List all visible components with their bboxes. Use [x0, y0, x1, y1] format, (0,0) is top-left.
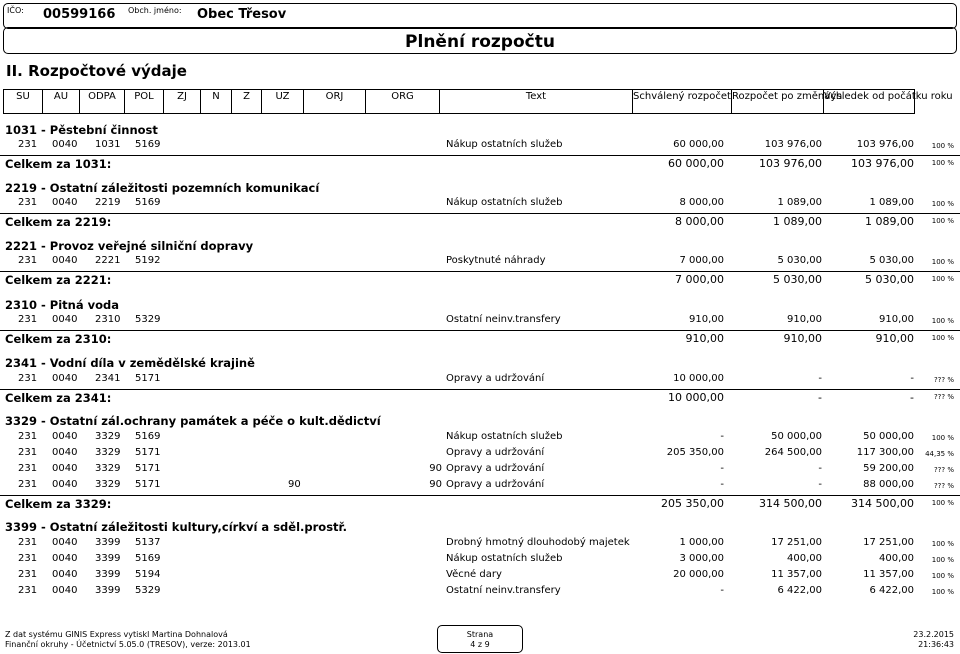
- cell-pol: 5329: [135, 585, 161, 596]
- cell-odpa: 2341: [95, 373, 121, 384]
- table-row: [0, 447, 960, 462]
- group-title: 1031 - Pěstební činnost: [5, 123, 158, 137]
- cell-schvaleny: -: [720, 479, 724, 490]
- footer-time: 21:36:43: [918, 640, 954, 649]
- total-row: [0, 389, 960, 407]
- total-label: Celkem za 2341:: [5, 391, 112, 405]
- cell-text: Poskytnuté náhrady: [446, 255, 546, 266]
- cell-odpa: 2221: [95, 255, 121, 266]
- cell-au: 0040: [52, 314, 78, 325]
- group-title: 2219 - Ostatní záležitosti pozemních komunikací: [5, 181, 320, 195]
- col-text: Text: [440, 90, 633, 113]
- cell-text: Ostatní neinv.transfery: [446, 314, 561, 325]
- total-schvaleny: 10 000,00: [668, 391, 724, 404]
- total-schvaleny: 60 000,00: [668, 157, 724, 170]
- table-row: [0, 314, 960, 329]
- cell-pol: 5171: [135, 373, 161, 384]
- col-su: SU: [4, 90, 43, 113]
- cell-pol: 5329: [135, 314, 161, 325]
- cell-pol: 5169: [135, 431, 161, 442]
- cell-au: 0040: [52, 373, 78, 384]
- cell-odpa: 3329: [95, 431, 121, 442]
- cell-pct: 100 %: [931, 258, 954, 266]
- table-row: [0, 197, 960, 212]
- cell-po-zmenach: 5 030,00: [777, 255, 822, 266]
- cell-po-zmenach: -: [818, 463, 822, 474]
- cell-pol: 5171: [135, 479, 161, 490]
- total-vysledek: 314 500,00: [851, 497, 914, 510]
- cell-pct: 100 %: [931, 572, 954, 580]
- total-schvaleny: 910,00: [685, 332, 724, 345]
- total-pct: ??? %: [933, 393, 954, 401]
- table-row: [0, 553, 960, 568]
- cell-odpa: 2219: [95, 197, 121, 208]
- cell-au: 0040: [52, 569, 78, 580]
- cell-schvaleny: 60 000,00: [673, 139, 724, 150]
- cell-pct: 100 %: [931, 200, 954, 208]
- cell-su: 231: [18, 255, 38, 266]
- cell-au: 0040: [52, 197, 78, 208]
- total-vysledek: -: [910, 391, 914, 404]
- total-vysledek: 1 089,00: [865, 215, 914, 228]
- cell-su: 231: [18, 553, 38, 564]
- footer-page: [437, 630, 523, 650]
- name-value: Obec Třesov: [197, 7, 287, 22]
- table-row: [0, 585, 960, 600]
- cell-schvaleny: 8 000,00: [679, 197, 724, 208]
- cell-odpa: 3399: [95, 553, 121, 564]
- cell-su: 231: [18, 197, 38, 208]
- table-row: [0, 139, 960, 154]
- total-po-zmenach: 5 030,00: [773, 273, 822, 286]
- total-po-zmenach: -: [818, 391, 822, 404]
- cell-vysledek: 6 422,00: [869, 585, 914, 596]
- cell-schvaleny: 1 000,00: [679, 537, 724, 548]
- total-pct: 100 %: [931, 499, 954, 507]
- total-row: [0, 213, 960, 231]
- cell-su: 231: [18, 314, 38, 325]
- total-row: [0, 330, 960, 348]
- cell-vysledek: 50 000,00: [863, 431, 914, 442]
- cell-schvaleny: 10 000,00: [673, 373, 724, 384]
- cell-schvaleny: 20 000,00: [673, 569, 724, 580]
- col-au: AU: [43, 90, 80, 113]
- cell-schvaleny: -: [720, 585, 724, 596]
- cell-odpa: 3329: [95, 463, 121, 474]
- cell-po-zmenach: 103 976,00: [764, 139, 822, 150]
- cell-pol: 5169: [135, 553, 161, 564]
- cell-vysledek: 88 000,00: [863, 479, 914, 490]
- cell-pct: 100 %: [931, 540, 954, 548]
- total-pct: 100 %: [931, 275, 954, 283]
- cell-po-zmenach: 6 422,00: [777, 585, 822, 596]
- total-vysledek: 103 976,00: [851, 157, 914, 170]
- cell-au: 0040: [52, 585, 78, 596]
- total-pct: 100 %: [931, 217, 954, 225]
- cell-schvaleny: -: [720, 431, 724, 442]
- footer-date: 23.2.2015: [913, 630, 954, 639]
- cell-su: 231: [18, 537, 38, 548]
- cell-text: Nákup ostatních služeb: [446, 431, 563, 442]
- cell-su: 231: [18, 463, 38, 474]
- cell-pct: 44,35 %: [925, 450, 954, 458]
- col-odpa: ODPA: [80, 90, 125, 113]
- cell-po-zmenach: 400,00: [787, 553, 822, 564]
- section-title: II. Rozpočtové výdaje: [6, 62, 187, 80]
- cell-schvaleny: -: [720, 463, 724, 474]
- cell-schvaleny: 3 000,00: [679, 553, 724, 564]
- cell-po-zmenach: 17 251,00: [771, 537, 822, 548]
- col-n: N: [201, 90, 232, 113]
- page-label: Strana: [466, 630, 494, 639]
- cell-su: 231: [18, 479, 38, 490]
- cell-odpa: 1031: [95, 139, 121, 150]
- total-label: Celkem za 2310:: [5, 332, 112, 346]
- col-zj: ZJ: [164, 90, 201, 113]
- cell-po-zmenach: 1 089,00: [777, 197, 822, 208]
- cell-text: Opravy a udržování: [446, 447, 545, 458]
- cell-pct: ??? %: [933, 482, 954, 490]
- cell-odpa: 3329: [95, 479, 121, 490]
- cell-pct: ??? %: [933, 466, 954, 474]
- ico-label: IČO:: [7, 6, 24, 15]
- total-po-zmenach: 910,00: [783, 332, 822, 345]
- cell-vysledek: 11 357,00: [863, 569, 914, 580]
- total-row: [0, 155, 960, 173]
- cell-pct: 100 %: [931, 556, 954, 564]
- table-row: [0, 479, 960, 494]
- total-po-zmenach: 314 500,00: [759, 497, 822, 510]
- cell-org: 90: [429, 479, 442, 490]
- total-vysledek: 910,00: [875, 332, 914, 345]
- cell-vysledek: 59 200,00: [863, 463, 914, 474]
- cell-au: 0040: [52, 463, 78, 474]
- ico-value: 00599166: [43, 7, 116, 22]
- cell-text: Nákup ostatních služeb: [446, 553, 563, 564]
- cell-schvaleny: 7 000,00: [679, 255, 724, 266]
- table-row: [0, 463, 960, 478]
- cell-au: 0040: [52, 139, 78, 150]
- cell-text: Opravy a udržování: [446, 373, 545, 384]
- page-title: Plnění rozpočtu: [405, 32, 555, 52]
- cell-pct: 100 %: [931, 588, 954, 596]
- total-pct: 100 %: [931, 159, 954, 167]
- cell-pct: 100 %: [931, 317, 954, 325]
- cell-text: Věcné dary: [446, 569, 502, 580]
- cell-text: Drobný hmotný dlouhodobý majetek: [446, 537, 630, 548]
- total-pct: 100 %: [931, 334, 954, 342]
- cell-su: 231: [18, 431, 38, 442]
- cell-vysledek: 1 089,00: [869, 197, 914, 208]
- footer-left: [5, 630, 251, 650]
- cell-au: 0040: [52, 255, 78, 266]
- total-row: [0, 495, 960, 513]
- cell-su: 231: [18, 569, 38, 580]
- cell-text: Opravy a udržování: [446, 479, 545, 490]
- cell-su: 231: [18, 585, 38, 596]
- cell-su: 231: [18, 447, 38, 458]
- cell-pol: 5171: [135, 463, 161, 474]
- cell-vysledek: 400,00: [879, 553, 914, 564]
- col-schvaleny: Schválený rozpočet: [633, 90, 732, 113]
- column-header: [3, 89, 953, 114]
- cell-po-zmenach: 50 000,00: [771, 431, 822, 442]
- cell-au: 0040: [52, 479, 78, 490]
- cell-pct: 100 %: [931, 142, 954, 150]
- cell-pol: 5137: [135, 537, 161, 548]
- cell-schvaleny: 910,00: [689, 314, 724, 325]
- footer-line2: Finanční okruhy - Účetnictví 5.05.0 (TRESOV), verze: 2013.01: [5, 640, 251, 649]
- total-label: Celkem za 2219:: [5, 215, 112, 229]
- cell-po-zmenach: -: [818, 479, 822, 490]
- cell-uz: 90: [288, 479, 301, 490]
- cell-su: 231: [18, 373, 38, 384]
- total-schvaleny: 205 350,00: [661, 497, 724, 510]
- col-org: ORG: [366, 90, 440, 113]
- cell-po-zmenach: 11 357,00: [771, 569, 822, 580]
- cell-odpa: 3399: [95, 537, 121, 548]
- cell-pct: ??? %: [933, 376, 954, 384]
- cell-text: Nákup ostatních služeb: [446, 139, 563, 150]
- table-row: [0, 373, 960, 388]
- footer-right: [913, 630, 954, 650]
- cell-au: 0040: [52, 447, 78, 458]
- cell-pol: 5194: [135, 569, 161, 580]
- col-z: Z: [232, 90, 262, 113]
- cell-odpa: 3329: [95, 447, 121, 458]
- cell-vysledek: 117 300,00: [856, 447, 914, 458]
- col-uz: UZ: [262, 90, 304, 113]
- table-row: [0, 569, 960, 584]
- cell-po-zmenach: 910,00: [787, 314, 822, 325]
- col-po-zmenach: Rozpočet po změnách: [732, 90, 824, 113]
- cell-au: 0040: [52, 537, 78, 548]
- total-label: Celkem za 1031:: [5, 157, 112, 171]
- group-title: 2341 - Vodní díla v zemědělské krajině: [5, 356, 255, 370]
- cell-text: Nákup ostatních služeb: [446, 197, 563, 208]
- cell-vysledek: -: [910, 373, 914, 384]
- total-schvaleny: 7 000,00: [675, 273, 724, 286]
- group-title: 2310 - Pitná voda: [5, 298, 119, 312]
- group-title: 3329 - Ostatní zál.ochrany památek a péče o kult.dědictví: [5, 414, 381, 428]
- group-title: 3399 - Ostatní záležitosti kultury,církví a sděl.prostř.: [5, 520, 347, 534]
- total-po-zmenach: 103 976,00: [759, 157, 822, 170]
- cell-org: 90: [429, 463, 442, 474]
- cell-pct: 100 %: [931, 434, 954, 442]
- col-pol: POL: [125, 90, 164, 113]
- name-label: Obch. jméno:: [128, 6, 182, 15]
- cell-odpa: 3399: [95, 585, 121, 596]
- cell-su: 231: [18, 139, 38, 150]
- cell-po-zmenach: -: [818, 373, 822, 384]
- cell-vysledek: 103 976,00: [856, 139, 914, 150]
- table-row: [0, 431, 960, 446]
- col-orj: ORJ: [304, 90, 366, 113]
- cell-vysledek: 5 030,00: [869, 255, 914, 266]
- cell-text: Opravy a udržování: [446, 463, 545, 474]
- page-value: 4 z 9: [470, 640, 490, 649]
- cell-odpa: 2310: [95, 314, 121, 325]
- table-row: [0, 255, 960, 270]
- cell-au: 0040: [52, 553, 78, 564]
- total-po-zmenach: 1 089,00: [773, 215, 822, 228]
- total-vysledek: 5 030,00: [865, 273, 914, 286]
- cell-schvaleny: 205 350,00: [666, 447, 724, 458]
- cell-vysledek: 910,00: [879, 314, 914, 325]
- cell-pol: 5169: [135, 139, 161, 150]
- total-row: [0, 271, 960, 289]
- cell-au: 0040: [52, 431, 78, 442]
- table-row: [0, 537, 960, 552]
- total-label: Celkem za 2221:: [5, 273, 112, 287]
- cell-pol: 5171: [135, 447, 161, 458]
- footer-line1: Z dat systému GINIS Express vytiskl Martina Dohnalová: [5, 630, 228, 639]
- cell-pol: 5169: [135, 197, 161, 208]
- cell-vysledek: 17 251,00: [863, 537, 914, 548]
- cell-text: Ostatní neinv.transfery: [446, 585, 561, 596]
- cell-odpa: 3399: [95, 569, 121, 580]
- group-title: 2221 - Provoz veřejné silniční dopravy: [5, 239, 254, 253]
- total-label: Celkem za 3329:: [5, 497, 112, 511]
- total-schvaleny: 8 000,00: [675, 215, 724, 228]
- cell-pol: 5192: [135, 255, 161, 266]
- col-vysledek: Výsledek od počátku roku: [824, 91, 953, 102]
- cell-po-zmenach: 264 500,00: [764, 447, 822, 458]
